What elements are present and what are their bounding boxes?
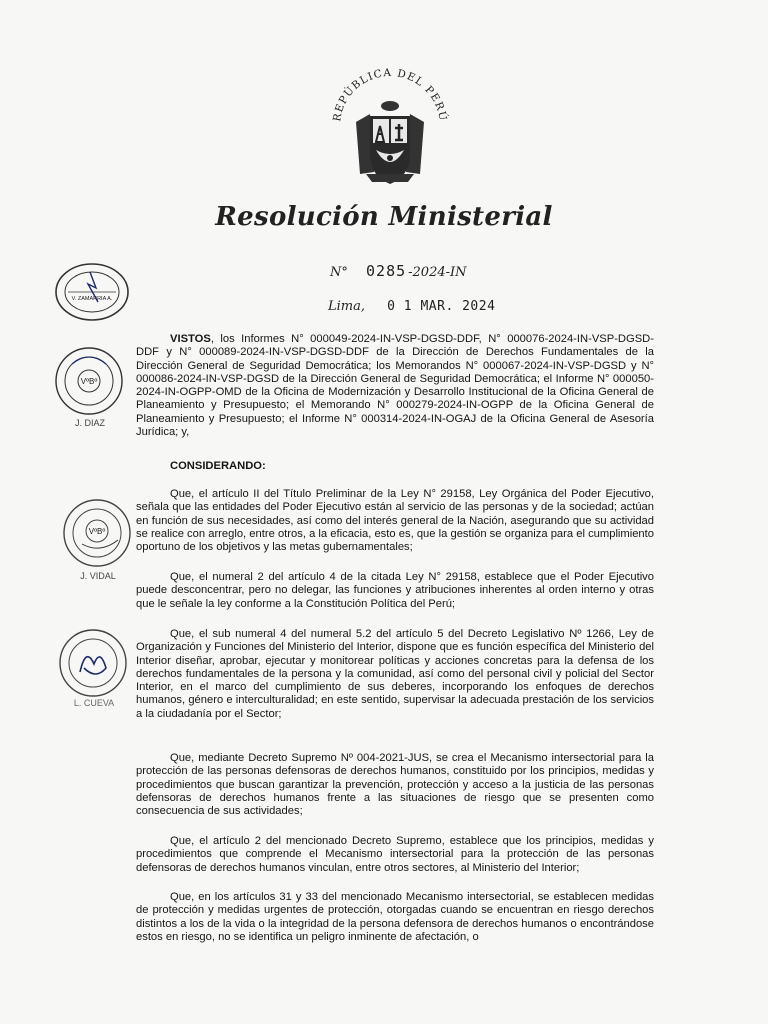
considerando-heading: CONSIDERANDO: (170, 460, 266, 472)
stamp-label: VºBº (80, 377, 98, 386)
paragraph-text: Que, el sub numeral 4 del numeral 5.2 del artículo 5 del Decreto Legislativo Nº 1266, Ley de Organización y Funciones del Ministerio del Interior, dispone que es función específica del Ministerio del Interior diseñar, aprobar, ejecutar y monitorear políticas y acciones concretas para la defensa de los derechos fundamentales de la persona y la comunidad, así como del personal civil y policial del Sector Interior, en el marco del cumplimiento de sus deberes, incorporando los enfoques de derechos humanos, género e interculturalidad; en este sentido, supervisar la adecuada prestación de los servicios a la ciudadanía por el Sector; (136, 628, 654, 720)
vistos-text: , los Informes N° 000049-2024-IN-VSP-DGSD-DDF, N° 000076-2024-IN-VSP-DGSD-DDF y N° 000089-2024-IN-VSP-DGSD-DDF de la Dirección de Derechos Fundamentales de la Dirección General de Seguridad Democrática; los Memorandos N° 000067-2024-IN-VSP-DGSD y N° 000086-2024-IN-VSP-DGSD de la Dirección General de Seguridad Democrática; el Informe N° 000050-2024-IN-OGPP-OMD de la Oficina de Modernización y Desarrollo Institucional de la Oficina General de Planeamiento y Presupuesto; el Memorando N° 000279-2024-IN-OGPP de la Oficina General de Planeamiento y Presupuesto; el Informe N° 000314-2024-IN-OGAJ de la Oficina General de Asesoría Jurídica; y, (136, 333, 654, 439)
resolution-number (330, 262, 467, 280)
stamp-label: V. ZAMARRIA A. (71, 296, 113, 302)
stamp-label: VºBº (88, 527, 106, 536)
number-suffix: -2024-IN (408, 265, 467, 280)
date-place: Lima, (328, 299, 366, 314)
paragraph-text: Que, el numeral 2 del artículo 4 de la citada Ley N° 29158, establece que el Poder Ejecutivo puede desconcentrar, pero no delegar, las funciones y atribuciones inherentes al orden interno y otras que le señale la ley conforme a la Constitución Política del Perú; (136, 571, 654, 610)
resolution-date (328, 299, 495, 314)
date-stamp: 0 1 MAR. 2024 (387, 299, 496, 314)
paragraph-text: Que, mediante Decreto Supremo Nº 004-2021-JUS, se crea el Mecanismo intersectorial para la protección de las personas defensoras de derechos humanos, constituido por los principios, medidas y procedimientos que buscan garantizar la prevención, protección y acceso a la justicia de las personas defensoras de derechos humanos frente a las situaciones de riesgo que se presenten como consecuencia de sus actividades; (136, 752, 654, 818)
vistos-paragraph (136, 333, 654, 439)
considerando-paragraph-3 (136, 628, 654, 721)
coat-of-arms-emblem (326, 62, 454, 192)
number-handwritten: 0285 (366, 262, 407, 280)
stamp-name-cueva: L. CUEVA (73, 698, 115, 708)
ministry-seal-stamp-cueva (56, 628, 130, 698)
considerando-paragraph-2 (136, 571, 654, 611)
peru-shield-icon (326, 62, 454, 192)
police-seal-stamp (54, 262, 130, 322)
considerando-paragraph-6 (136, 891, 654, 944)
ministry-seal-stamp-vidal (60, 498, 134, 568)
vistos-lead: VISTOS (170, 333, 211, 345)
considerando-paragraph-5 (136, 835, 654, 875)
paragraph-text: Que, el artículo 2 del mencionado Decreto Supremo, establece que los principios, medidas y procedimientos que comprende el Mecanismo intersectorial para la protección de las personas defensoras de derechos humanos vinculan, entre otros sectores, al Ministerio del Interior; (136, 835, 654, 874)
svg-text:REPÚBLICA DEL PERÚ: REPÚBLICA DEL PERÚ (331, 66, 449, 123)
stamp-name-diaz: J. DIAZ (74, 418, 105, 428)
considerando-paragraph-4 (136, 752, 654, 818)
stamp-name-vidal: J. VIDAL (80, 571, 116, 581)
considerando-paragraph-1 (136, 488, 654, 554)
number-prefix: N° (330, 265, 348, 280)
ministry-seal-stamp-diaz (52, 346, 126, 416)
paragraph-text: Que, en los artículos 31 y 33 del mencionado Mecanismo intersectorial, se establecen medidas de protección y medidas urgentes de protección, otorgadas cuando se encuentran en riesgo derechos distintos a los de la vida o la integridad de la persona defensora de derechos humanos o encontrándose estos en riesgo, no se identifica un peligro inminente de afectación, o (136, 891, 654, 943)
resolution-title: Resolución Ministerial (215, 202, 553, 232)
paragraph-text: Que, el artículo II del Título Preliminar de la Ley N° 29158, Ley Orgánica del Poder Ejecutivo, señala que las entidades del Poder Ejecutivo están al servicio de las personas y de la sociedad; actúan en función de sus necesidades, así como del interés general de la Nación, asegurando que su actividad se realice con arreglo, entre otros, a la eficacia, esto es, que la gestión se organiza para el cumplimiento oportuno de los objetivos y las metas gubernamentales; (136, 488, 654, 554)
